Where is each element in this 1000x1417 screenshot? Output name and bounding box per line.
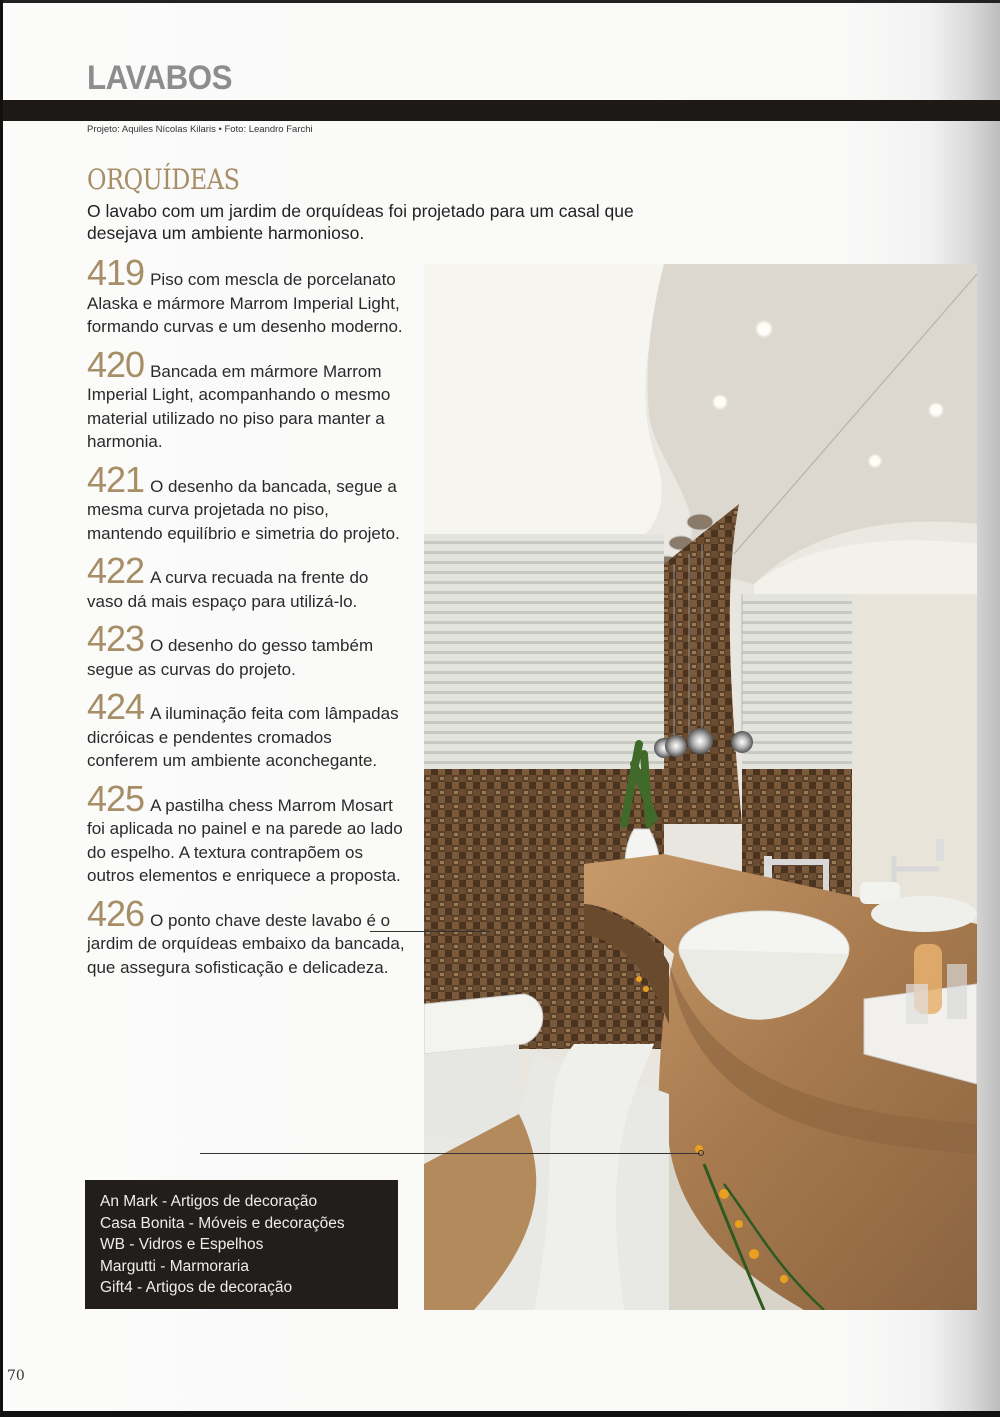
list-item — [87, 777, 407, 888]
supplier-item: Casa Bonita - Móveis e decorações — [100, 1214, 345, 1232]
list-item — [87, 618, 407, 681]
supplier-item: Gift4 - Artigos de decoração — [100, 1279, 293, 1296]
supplier-item: Margutti - Marmoraria — [100, 1257, 249, 1275]
article-intro: O lavabo com um jardim de orquídeas foi projetado para um casal que desejava um ambiente harmonioso. — [87, 201, 634, 243]
item-text: O ponto chave deste lavabo é o jardim de orquídeas embaixo da bancada, que assegura sofisticação e delicadeza. — [87, 910, 405, 977]
item-number: 422 — [87, 550, 145, 591]
suppliers-box — [85, 1180, 398, 1309]
item-text: Bancada em mármore Marrom Imperial Light, acompanhando o mesmo material utilizado no piso para manter a harmonia. — [87, 361, 391, 451]
item-number: 421 — [87, 458, 145, 500]
list-item — [87, 458, 407, 546]
photo-credits: Projeto: Aquiles Nícolas Kilaris • Foto: Leandro Farchi — [87, 124, 313, 135]
item-number: 425 — [87, 777, 145, 819]
item-number: 423 — [87, 618, 145, 659]
item-text: O desenho do gesso também segue as curvas do projeto. — [87, 636, 374, 679]
callout-line-426 — [200, 1153, 700, 1154]
page-number: 70 — [7, 1368, 25, 1384]
scan-bottom-edge — [0, 1411, 1000, 1417]
item-number: 419 — [87, 252, 145, 293]
list-item — [87, 686, 407, 773]
list-item — [87, 252, 407, 339]
numbered-items-list — [87, 252, 407, 990]
item-number: 420 — [87, 343, 145, 385]
supplier-item: WB - Vidros e Espelhos — [100, 1236, 264, 1253]
item-text: A curva recuada na frente do vaso dá mais espaço para utilizá-lo. — [87, 568, 369, 611]
article-heading: ORQUÍDEAS — [87, 163, 240, 196]
list-item — [87, 892, 407, 980]
item-text: O desenho da bancada, segue a mesma curva projetada no piso, mantendo equilíbrio e simetria do projeto. — [87, 476, 400, 543]
item-number: 426 — [87, 892, 145, 934]
section-title: LAVABOS — [87, 59, 233, 97]
list-item — [87, 550, 407, 613]
item-text: A pastilha chess Marrom Mosart foi aplicada no painel e na parede ao lado do espelho. A textura contrapõem os outros elementos e enriquece a proposta. — [87, 795, 403, 885]
supplier-item: An Mark - Artigos de decoração — [100, 1193, 318, 1210]
callout-dot-426 — [698, 1150, 704, 1156]
header-bar — [3, 100, 1000, 121]
item-text: A iluminação feita com lâmpadas dicróicas e pendentes cromados conferem um ambiente aconchegante. — [87, 704, 399, 770]
magazine-page — [3, 3, 1000, 1411]
item-number: 424 — [87, 686, 145, 727]
callout-line-425 — [370, 931, 490, 932]
list-item — [87, 343, 407, 454]
item-text: Piso com mescla de porcelanato Alaska e mármore Marrom Imperial Light, formando curvas e um desenho moderno. — [87, 270, 403, 336]
